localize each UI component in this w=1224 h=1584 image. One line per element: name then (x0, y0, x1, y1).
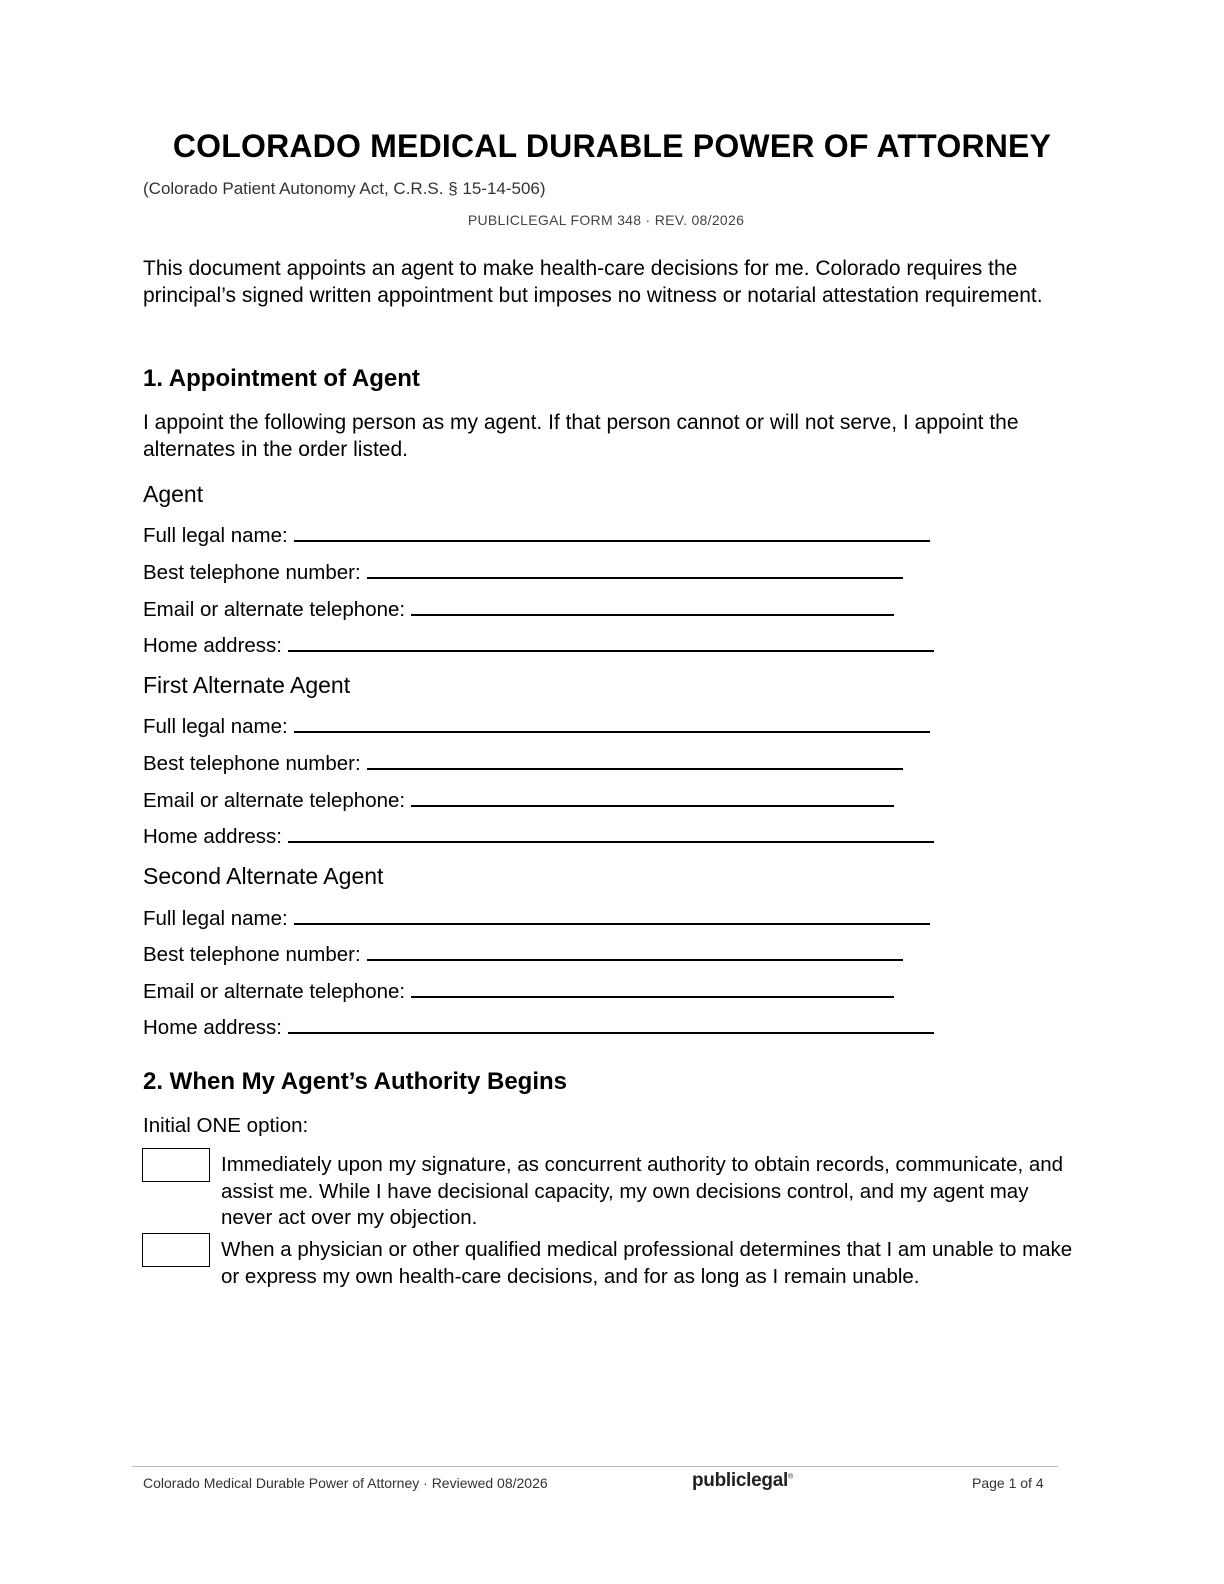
trademark-mark: ® (787, 1473, 793, 1481)
agent-name-line[interactable] (294, 520, 930, 542)
section-2-instruction: Initial ONE option: (143, 1114, 309, 1137)
intro-paragraph: This document appoints an agent to make health-care decisions for me. Colorado requires the principal’s signed written appointment but imposes no witness or notarial attestation requirement. (143, 257, 1043, 307)
publiclegal-logo (692, 1470, 793, 1492)
agent-address-field[interactable] (143, 630, 934, 658)
first-alternate-name-field[interactable] (143, 711, 930, 739)
first-alternate-email-field[interactable] (143, 785, 894, 813)
first-alternate-email-line[interactable] (411, 785, 894, 807)
initial-box-option-1[interactable] (142, 1148, 210, 1182)
field-label: Email or alternate telephone: (143, 980, 406, 1003)
agent-email-line[interactable] (411, 594, 894, 616)
field-label: Best telephone number: (143, 561, 361, 584)
option-1-text: Immediately upon my signature, as concurrent authority to obtain records, communicate, and assist me. While I have decisional capacity, my own decisions control, and my agent may never act over my objection. (221, 1153, 1064, 1229)
field-label: Best telephone number: (143, 943, 361, 966)
second-alternate-heading: Second Alternate Agent (143, 863, 384, 889)
form-number: PUBLICLEGAL FORM 348 · REV. 08/2026 (467, 212, 745, 228)
footer-divider (132, 1466, 1058, 1467)
field-label: Home address: (143, 825, 283, 848)
footer-document-name: Colorado Medical Durable Power of Attorney · Reviewed 08/2026 (143, 1475, 548, 1491)
section-2-heading: 2. When My Agent’s Authority Begins (143, 1068, 568, 1095)
page-number: Page 1 of 4 (972, 1475, 1044, 1491)
field-label: Email or alternate telephone: (143, 789, 406, 812)
first-alternate-address-line[interactable] (288, 821, 934, 843)
second-alternate-email-field[interactable] (143, 976, 894, 1004)
field-label: Full legal name: (143, 524, 288, 547)
first-alternate-phone-line[interactable] (367, 748, 903, 770)
first-alternate-name-line[interactable] (294, 711, 930, 733)
logo-text: publiclegal (692, 1470, 788, 1491)
second-alternate-phone-line[interactable] (367, 939, 903, 961)
field-label: Home address: (143, 634, 283, 657)
agent-email-field[interactable] (143, 594, 894, 622)
agent-phone-field[interactable] (143, 557, 903, 585)
field-label: Best telephone number: (143, 752, 361, 775)
second-alternate-phone-field[interactable] (143, 939, 903, 967)
second-alternate-address-field[interactable] (143, 1012, 934, 1040)
agent-heading: Agent (143, 481, 204, 507)
field-label: Home address: (143, 1016, 283, 1039)
field-label: Email or alternate telephone: (143, 598, 406, 621)
document-title: COLORADO MEDICAL DURABLE POWER OF ATTORNEY (172, 128, 1052, 164)
agent-name-field[interactable] (143, 520, 930, 548)
field-label: Full legal name: (143, 907, 288, 930)
second-alternate-address-line[interactable] (288, 1012, 934, 1034)
initial-box-option-2[interactable] (142, 1233, 210, 1267)
section-1-text: I appoint the following person as my agent. If that person cannot or will not serve, I appoint the alternates in the order listed. (143, 411, 1019, 461)
first-alternate-phone-field[interactable] (143, 748, 903, 776)
first-alternate-heading: First Alternate Agent (143, 672, 351, 698)
second-alternate-name-field[interactable] (143, 903, 930, 931)
agent-address-line[interactable] (288, 630, 934, 652)
first-alternate-address-field[interactable] (143, 821, 934, 849)
second-alternate-email-line[interactable] (411, 976, 894, 998)
agent-phone-line[interactable] (367, 557, 903, 579)
second-alternate-name-line[interactable] (294, 903, 930, 925)
option-2-text: When a physician or other qualified medical professional determines that I am unable to make or express my own health-care decisions, and for as long as I remain unable. (221, 1238, 1073, 1288)
statute-citation: (Colorado Patient Autonomy Act, C.R.S. § 15-14-506) (143, 179, 546, 198)
field-label: Full legal name: (143, 715, 288, 738)
section-1-heading: 1. Appointment of Agent (143, 365, 420, 392)
